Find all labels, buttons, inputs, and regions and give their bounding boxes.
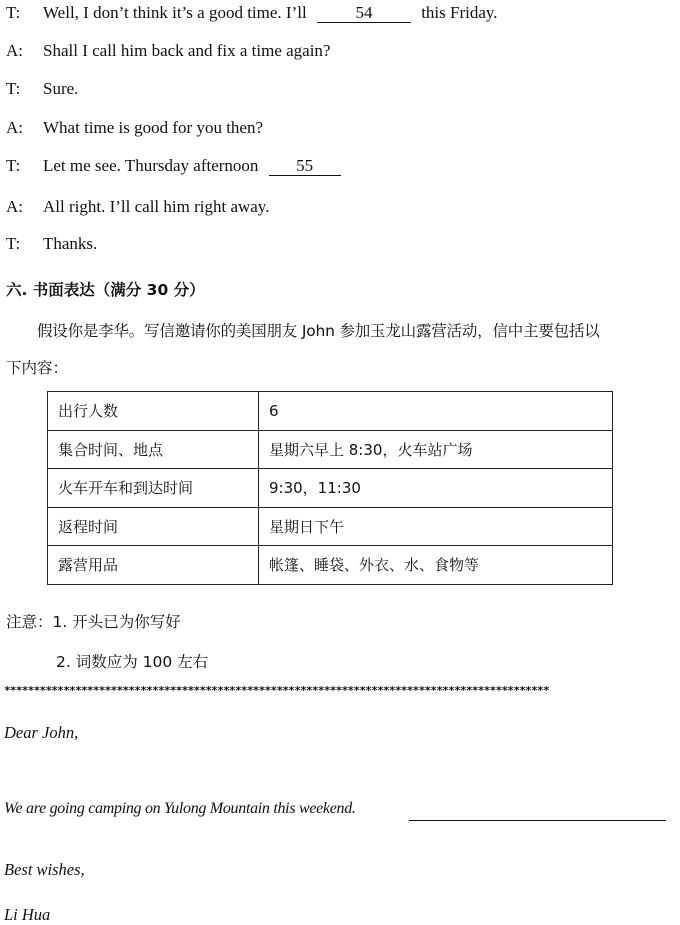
speaker-label: A:: [6, 41, 23, 60]
table-cell-value: 6: [259, 392, 613, 431]
table-cell-label: 火车开车和到达时间: [48, 469, 259, 508]
section-heading: 六. 书面表达（满分 30 分）: [6, 281, 205, 299]
table-cell-value: 星期六早上 8:30，火车站广场: [259, 430, 613, 469]
table-cell-label: 出行人数: [48, 392, 259, 431]
writing-prompt-line-1: 假设你是李华。写信邀请你的美国朋友 John 参加玉龙山露营活动，信中主要包括以: [37, 322, 600, 340]
dialogue-text: Let me see. Thursday afternoon: [43, 156, 259, 175]
info-table: [47, 391, 613, 585]
table-cell-value: 星期日下午: [259, 507, 613, 546]
table-row: [48, 546, 613, 585]
answer-blank-54[interactable]: 54: [317, 4, 411, 23]
dialogue-text: Well, I don’t think it’s a good time. I’ll: [43, 3, 307, 22]
dialogue-text: Sure.: [43, 79, 79, 98]
note-2: 2. 词数应为 100 左右: [56, 653, 209, 671]
table-cell-label: 露营用品: [48, 546, 259, 585]
dialogue-text: What time is good for you then?: [43, 118, 264, 137]
speaker-label: T:: [6, 3, 21, 22]
table-cell-value: 9:30，11:30: [259, 469, 613, 508]
table-cell-label: 返程时间: [48, 507, 259, 546]
speaker-label: T:: [6, 156, 21, 175]
note-1: 注意：1. 开头已为你写好: [6, 613, 181, 631]
table-cell-label: 集合时间、地点: [48, 430, 259, 469]
letter-closing: Best wishes,: [4, 860, 85, 879]
writing-prompt-line-2: 下内容：: [6, 359, 69, 377]
table-row: [48, 430, 613, 469]
letter-opening: We are going camping on Yulong Mountain this weekend.: [4, 800, 356, 817]
writing-answer-line[interactable]: [409, 820, 666, 821]
dialogue-text: All right. I’ll call him right away.: [43, 197, 270, 216]
letter-greeting: Dear John,: [4, 723, 79, 742]
table-row: [48, 507, 613, 546]
speaker-label: A:: [6, 197, 23, 216]
speaker-label: A:: [6, 118, 23, 137]
speaker-label: T:: [6, 234, 21, 253]
dialogue-text: Shall I call him back and fix a time again?: [43, 41, 331, 60]
dialogue-text: this Friday.: [421, 3, 498, 22]
table-row: [48, 469, 613, 508]
answer-blank-55[interactable]: 55: [269, 157, 341, 176]
speaker-label: T:: [6, 79, 21, 98]
star-divider: ********************************************************************************************: [4, 684, 549, 697]
table-row: [48, 392, 613, 431]
table-cell-value: 帐篷、睡袋、外衣、水、食物等: [259, 546, 613, 585]
dialogue-text: Thanks.: [43, 234, 98, 253]
letter-signature: Li Hua: [4, 905, 51, 924]
